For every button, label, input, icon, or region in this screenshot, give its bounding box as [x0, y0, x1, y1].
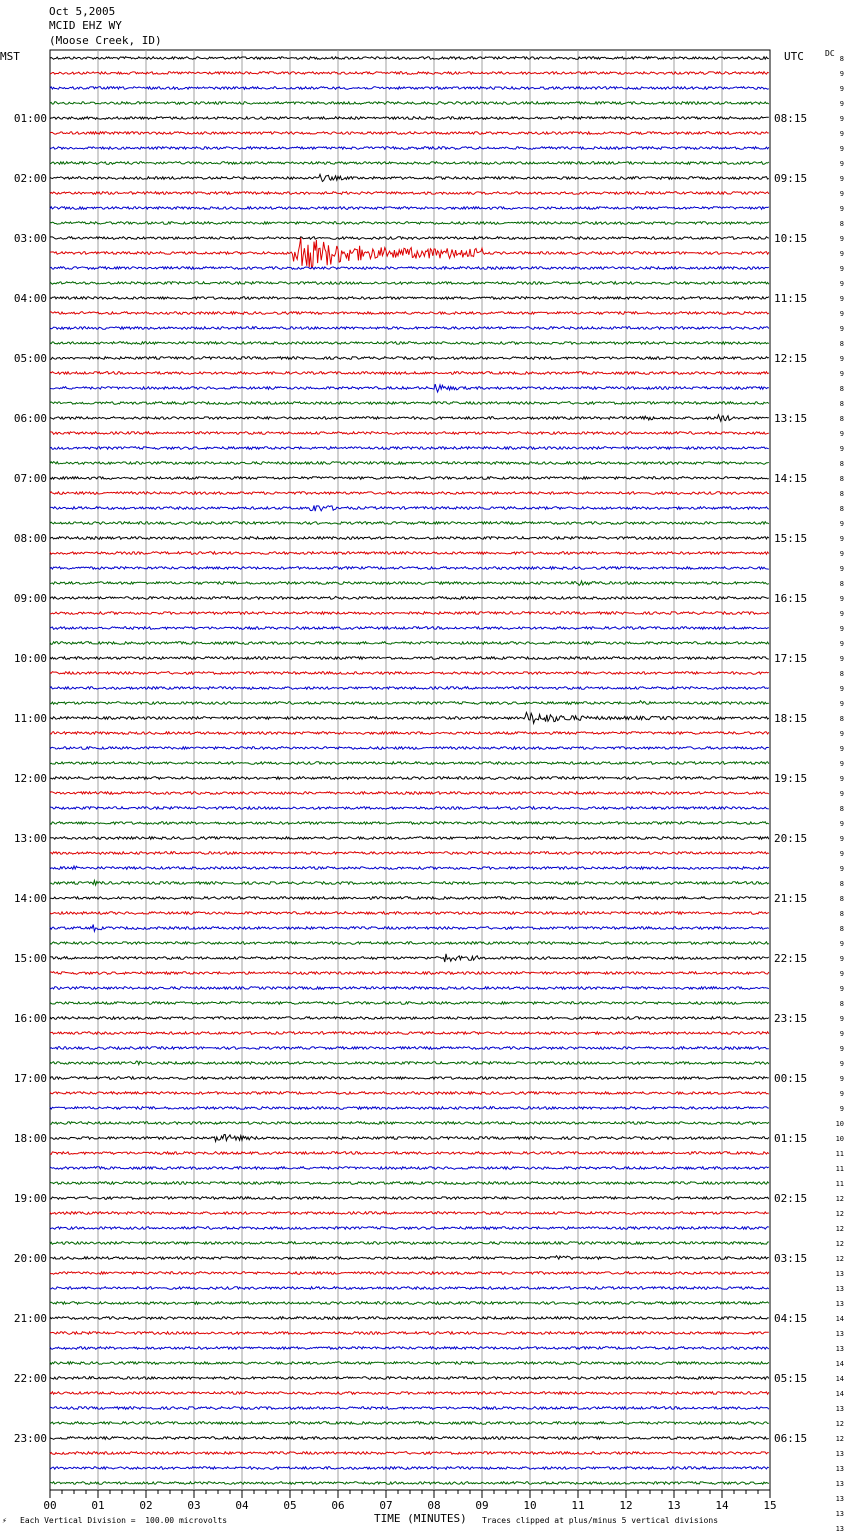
dc-value-label: 9 — [839, 790, 844, 798]
seismic-trace — [50, 880, 769, 885]
dc-value-label: 13 — [835, 1405, 844, 1413]
local-time-label: 06:00 — [13, 412, 47, 425]
seismic-trace — [50, 1452, 769, 1455]
seismic-trace — [50, 1242, 769, 1245]
seismic-trace — [50, 972, 769, 975]
utc-time-label: 05:15 — [774, 1372, 808, 1385]
x-tick-label: 00 — [43, 1499, 57, 1512]
dc-value-label: 9 — [839, 235, 844, 243]
seismic-trace — [50, 777, 769, 780]
seismic-trace — [50, 954, 769, 962]
dc-value-label: 9 — [839, 940, 844, 948]
seismic-trace — [50, 1017, 769, 1020]
seismic-trace — [50, 1347, 769, 1350]
seismic-trace — [50, 57, 769, 60]
seismic-trace — [50, 237, 769, 240]
dc-value-label: 8 — [839, 1000, 844, 1008]
seismic-trace — [50, 1167, 769, 1170]
local-time-label: 01:00 — [13, 112, 47, 125]
seismic-trace — [50, 372, 769, 375]
seismic-trace — [50, 1392, 769, 1395]
seismic-trace — [50, 207, 769, 210]
seismic-trace — [50, 852, 769, 855]
dc-value-label: 9 — [839, 445, 844, 453]
seismic-trace — [50, 312, 769, 315]
dc-value-label: 8 — [839, 580, 844, 588]
dc-value-label: 8 — [839, 670, 844, 678]
dc-value-label: 12 — [835, 1195, 844, 1203]
dc-value-label: 9 — [839, 595, 844, 603]
x-tick-label: 06 — [331, 1499, 345, 1512]
local-time-label: 18:00 — [13, 1132, 47, 1145]
dc-value-label: 9 — [839, 115, 844, 123]
dc-value-label: 10 — [835, 1120, 844, 1128]
utc-time-label: 16:15 — [774, 592, 808, 605]
dc-value-label: 9 — [839, 535, 844, 543]
seismic-trace — [50, 687, 769, 690]
utc-time-label: 17:15 — [774, 652, 808, 665]
seismic-trace — [50, 297, 769, 300]
x-tick-label: 12 — [619, 1499, 633, 1512]
seismic-trace — [50, 1467, 769, 1470]
dc-value-label: 8 — [839, 475, 844, 483]
seismic-trace — [50, 712, 769, 723]
dc-value-label: 9 — [839, 175, 844, 183]
x-tick-label: 08 — [427, 1499, 441, 1512]
dc-value-label: 9 — [839, 370, 844, 378]
local-time-label: 17:00 — [13, 1072, 47, 1085]
seismic-trace — [50, 987, 769, 990]
utc-time-label: 21:15 — [774, 892, 808, 905]
dc-value-label: 11 — [835, 1150, 844, 1158]
seismic-trace — [50, 492, 769, 495]
x-tick-label: 10 — [523, 1499, 537, 1512]
utc-time-label: 01:15 — [774, 1132, 808, 1145]
seismic-trace — [50, 1152, 769, 1155]
utc-time-label: 15:15 — [774, 532, 808, 545]
local-time-label: 22:00 — [13, 1372, 47, 1385]
dc-value-label: 13 — [835, 1330, 844, 1338]
dc-value-label: 13 — [835, 1345, 844, 1353]
dc-value-label: 13 — [835, 1270, 844, 1278]
dc-value-label: 9 — [839, 430, 844, 438]
seismic-trace — [50, 807, 769, 810]
utc-time-label: 09:15 — [774, 172, 808, 185]
seismic-trace — [50, 942, 769, 945]
seismic-trace — [50, 1092, 769, 1095]
dc-value-label: 13 — [835, 1525, 844, 1533]
local-time-label: 11:00 — [13, 712, 47, 725]
seismic-trace — [50, 432, 769, 435]
seismic-trace — [50, 866, 769, 869]
dc-value-label: 9 — [839, 625, 844, 633]
seismic-trace — [50, 1362, 769, 1365]
dc-value-label: 9 — [839, 970, 844, 978]
seismic-trace — [50, 1256, 769, 1260]
dc-value-label: 8 — [839, 925, 844, 933]
footer-scale-text: Each Vertical Division = 100.00 microvolts — [20, 1516, 228, 1525]
dc-value-label: 8 — [839, 805, 844, 813]
x-tick-label: 13 — [667, 1499, 681, 1512]
seismic-trace — [50, 657, 769, 660]
utc-time-label: 22:15 — [774, 952, 808, 965]
seismic-trace — [50, 1317, 769, 1320]
header-date: Oct 5,2005 — [49, 5, 116, 18]
utc-time-label: 06:15 — [774, 1432, 808, 1445]
seismic-trace — [50, 1302, 769, 1305]
left-timezone-label: MST — [0, 50, 20, 63]
dc-value-label: 12 — [835, 1225, 844, 1233]
seismic-trace — [50, 747, 769, 750]
local-time-label: 15:00 — [13, 952, 47, 965]
seismic-trace — [50, 1272, 769, 1275]
seismic-trace — [50, 1002, 769, 1005]
seismic-trace — [50, 1107, 769, 1110]
dc-value-label: 13 — [835, 1450, 844, 1458]
dc-value-label: 12 — [835, 1435, 844, 1443]
dc-value-label: 8 — [839, 55, 844, 63]
dc-value-label: 14 — [835, 1390, 844, 1398]
dc-value-label: 11 — [835, 1180, 844, 1188]
dc-value-label: 9 — [839, 355, 844, 363]
seismic-trace — [50, 1061, 769, 1065]
dc-value-label: 9 — [839, 295, 844, 303]
x-tick-label: 05 — [283, 1499, 297, 1512]
utc-time-label: 04:15 — [774, 1312, 808, 1325]
seismic-trace — [50, 102, 769, 105]
dc-value-label: 9 — [839, 1090, 844, 1098]
seismic-trace — [50, 238, 769, 269]
seismic-trace — [50, 581, 769, 586]
seismic-trace — [50, 567, 769, 570]
seismic-trace — [50, 1032, 769, 1035]
dc-value-label: 11 — [835, 1165, 844, 1173]
dc-value-label: 9 — [839, 610, 844, 618]
dc-value-label: 10 — [835, 1135, 844, 1143]
dc-value-label: 9 — [839, 1030, 844, 1038]
x-tick-label: 03 — [187, 1499, 201, 1512]
local-time-label: 14:00 — [13, 892, 47, 905]
dc-value-label: 13 — [835, 1510, 844, 1518]
seismic-trace — [50, 1047, 769, 1050]
dc-value-label: 9 — [839, 775, 844, 783]
local-time-label: 07:00 — [13, 472, 47, 485]
seismic-trace — [50, 1482, 769, 1485]
seismic-trace — [50, 612, 769, 615]
x-tick-label: 01 — [91, 1499, 105, 1512]
dc-value-label: 13 — [835, 1285, 844, 1293]
seismic-trace — [50, 342, 769, 345]
dc-value-label: 12 — [835, 1210, 844, 1218]
seismic-trace — [50, 1197, 769, 1200]
dc-value-label: 9 — [839, 85, 844, 93]
dc-value-label: 9 — [839, 265, 844, 273]
seismic-trace — [50, 72, 769, 75]
x-tick-label: 02 — [139, 1499, 153, 1512]
seismic-trace — [50, 1437, 769, 1440]
local-time-label: 21:00 — [13, 1312, 47, 1325]
utc-time-label: 02:15 — [774, 1192, 808, 1205]
seismic-trace — [50, 897, 769, 900]
seismic-trace — [50, 522, 769, 525]
dc-value-label: 9 — [839, 745, 844, 753]
dc-value-label: 9 — [839, 565, 844, 573]
seismic-trace — [50, 462, 769, 465]
dc-value-label: 8 — [839, 400, 844, 408]
dc-value-label: 8 — [839, 505, 844, 513]
seismic-trace — [50, 762, 769, 765]
x-tick-label: 09 — [475, 1499, 489, 1512]
dc-value-label: 9 — [839, 325, 844, 333]
utc-time-label: 00:15 — [774, 1072, 808, 1085]
dc-value-label: 9 — [839, 865, 844, 873]
seismic-trace — [50, 1407, 769, 1410]
seismic-trace — [50, 132, 769, 135]
local-time-label: 09:00 — [13, 592, 47, 605]
dc-value-label: 9 — [839, 1060, 844, 1068]
seismic-trace — [50, 1422, 769, 1425]
seismic-trace — [50, 701, 769, 705]
dc-value-label: 9 — [839, 100, 844, 108]
seismic-trace — [50, 537, 769, 540]
seismic-trace — [50, 192, 769, 195]
header-station: MCID EHZ WY — [49, 19, 122, 32]
dc-value-label: 9 — [839, 1075, 844, 1083]
dc-value-label: 9 — [839, 145, 844, 153]
seismic-trace — [50, 1135, 769, 1142]
seismic-trace — [50, 327, 769, 330]
dc-value-label: 8 — [839, 715, 844, 723]
seismic-trace — [50, 222, 769, 225]
local-time-label: 03:00 — [13, 232, 47, 245]
x-tick-label: 07 — [379, 1499, 393, 1512]
dc-value-label: 13 — [835, 1495, 844, 1503]
seismic-trace — [50, 147, 769, 150]
seismic-trace — [50, 384, 769, 392]
seismic-trace — [50, 1377, 769, 1380]
dc-value-label: 9 — [839, 685, 844, 693]
seismic-trace — [50, 447, 769, 450]
x-tick-label: 11 — [571, 1499, 585, 1512]
dc-value-label: 12 — [835, 1255, 844, 1263]
utc-time-label: 14:15 — [774, 472, 808, 485]
dc-value-label: 8 — [839, 910, 844, 918]
seismic-trace — [50, 174, 769, 181]
dc-header-label: DC — [825, 49, 835, 58]
seismic-trace — [50, 792, 769, 795]
seismic-trace — [50, 1332, 769, 1335]
seismic-trace — [50, 506, 769, 512]
dc-value-label: 9 — [839, 955, 844, 963]
seismic-trace — [50, 596, 769, 599]
seismic-trace — [50, 1287, 769, 1290]
seismic-trace — [50, 627, 769, 630]
seismic-trace — [50, 87, 769, 90]
local-time-label: 08:00 — [13, 532, 47, 545]
dc-value-label: 8 — [839, 895, 844, 903]
dc-value-label: 9 — [839, 550, 844, 558]
x-tick-label: 15 — [763, 1499, 777, 1512]
local-time-label: 02:00 — [13, 172, 47, 185]
utc-time-label: 20:15 — [774, 832, 808, 845]
utc-time-label: 13:15 — [774, 412, 808, 425]
utc-time-label: 12:15 — [774, 352, 808, 365]
local-time-label: 20:00 — [13, 1252, 47, 1265]
seismic-trace — [50, 925, 769, 932]
dc-value-label: 9 — [839, 160, 844, 168]
dc-value-label: 9 — [839, 310, 844, 318]
footer-clip-text: Traces clipped at plus/minus 5 vertical divisions — [482, 1516, 719, 1525]
dc-value-label: 9 — [839, 985, 844, 993]
dc-value-label: 9 — [839, 1045, 844, 1053]
dc-value-label: 8 — [839, 385, 844, 393]
local-time-label: 13:00 — [13, 832, 47, 845]
local-time-label: 04:00 — [13, 292, 47, 305]
dc-value-label: 9 — [839, 640, 844, 648]
dc-value-label: 14 — [835, 1315, 844, 1323]
local-time-label: 19:00 — [13, 1192, 47, 1205]
dc-value-label: 9 — [839, 820, 844, 828]
dc-value-label: 9 — [839, 1015, 844, 1023]
local-time-label: 12:00 — [13, 772, 47, 785]
seismic-trace — [50, 117, 769, 120]
local-time-label: 10:00 — [13, 652, 47, 665]
dc-value-label: 14 — [835, 1360, 844, 1368]
dc-value-label: 9 — [839, 205, 844, 213]
dc-value-label: 9 — [839, 700, 844, 708]
dc-value-label: 9 — [839, 190, 844, 198]
seismic-trace — [50, 357, 769, 360]
dc-value-label: 9 — [839, 760, 844, 768]
seismic-trace — [50, 282, 769, 285]
seismic-trace — [50, 1227, 769, 1230]
seismic-trace — [50, 732, 769, 735]
dc-value-label: 9 — [839, 730, 844, 738]
dc-value-label: 9 — [839, 250, 844, 258]
dc-value-label: 9 — [839, 835, 844, 843]
utc-time-label: 08:15 — [774, 112, 808, 125]
seismic-trace — [50, 477, 769, 480]
dc-value-label: 8 — [839, 220, 844, 228]
header-location: (Moose Creek, ID) — [49, 34, 162, 47]
dc-value-label: 8 — [839, 460, 844, 468]
dc-value-label: 8 — [839, 415, 844, 423]
seismic-trace — [50, 837, 769, 840]
dc-value-label: 8 — [839, 490, 844, 498]
dc-value-label: 13 — [835, 1480, 844, 1488]
dc-value-label: 8 — [839, 340, 844, 348]
seismic-trace — [50, 912, 769, 915]
dc-value-label: 13 — [835, 1465, 844, 1473]
seismic-trace — [50, 1182, 769, 1185]
x-tick-label: 04 — [235, 1499, 249, 1512]
seismic-trace — [50, 822, 769, 825]
utc-time-label: 10:15 — [774, 232, 808, 245]
dc-value-label: 9 — [839, 850, 844, 858]
utc-time-label: 18:15 — [774, 712, 808, 725]
dc-value-label: 9 — [839, 655, 844, 663]
seismic-trace — [50, 642, 769, 645]
utc-time-label: 03:15 — [774, 1252, 808, 1265]
footer-marker-icon: ⚡ — [2, 1516, 7, 1525]
utc-time-label: 19:15 — [774, 772, 808, 785]
dc-value-label: 13 — [835, 1300, 844, 1308]
dc-value-label: 12 — [835, 1420, 844, 1428]
x-axis-title: TIME (MINUTES) — [374, 1512, 467, 1525]
right-timezone-label: UTC — [784, 50, 804, 63]
seismic-trace — [50, 1212, 769, 1215]
dc-value-label: 9 — [839, 70, 844, 78]
utc-time-label: 11:15 — [774, 292, 808, 305]
dc-value-label: 9 — [839, 130, 844, 138]
dc-value-label: 12 — [835, 1240, 844, 1248]
dc-value-label: 8 — [839, 880, 844, 888]
seismic-trace — [50, 267, 769, 270]
dc-value-label: 9 — [839, 1105, 844, 1113]
utc-time-label: 23:15 — [774, 1012, 808, 1025]
seismic-trace — [50, 402, 769, 405]
seismic-trace — [50, 672, 769, 675]
seismic-trace — [50, 162, 769, 165]
dc-value-label: 9 — [839, 280, 844, 288]
local-time-label: 16:00 — [13, 1012, 47, 1025]
seismic-trace — [50, 1122, 769, 1125]
seismic-trace — [50, 1077, 769, 1080]
x-tick-label: 14 — [715, 1499, 729, 1512]
dc-value-label: 9 — [839, 520, 844, 528]
local-time-label: 05:00 — [13, 352, 47, 365]
dc-value-label: 14 — [835, 1375, 844, 1383]
seismic-trace — [50, 415, 769, 421]
local-time-label: 23:00 — [13, 1432, 47, 1445]
seismic-trace — [50, 552, 769, 555]
